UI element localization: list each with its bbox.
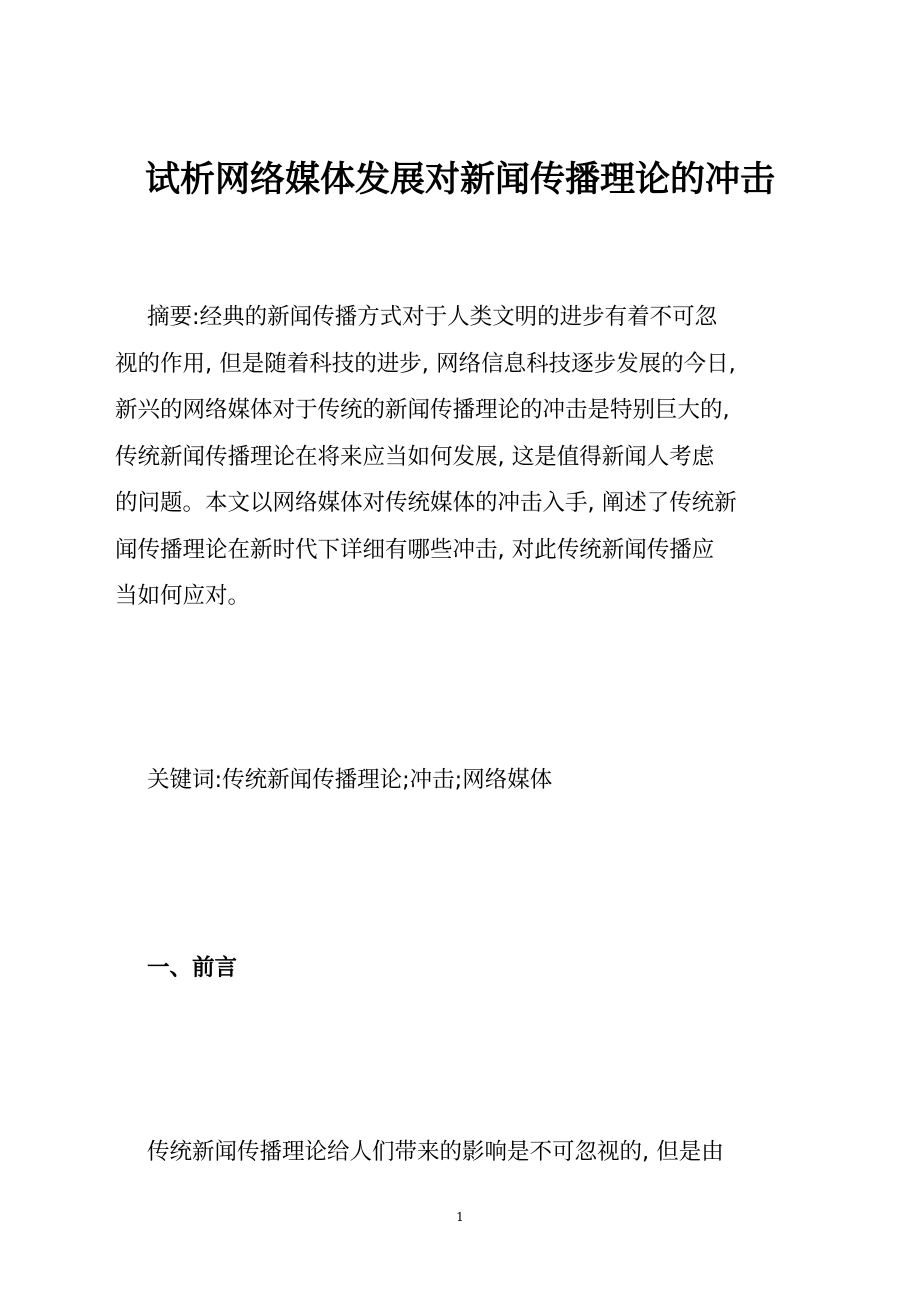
section-heading-preface: 一、前言 — [147, 955, 238, 981]
keywords-line: 关键词:传统新闻传播理论;冲击;网络媒体 — [147, 767, 553, 793]
document-title: 试析网络媒体发展对新闻传播理论的冲击 — [144, 159, 775, 200]
abstract-line: 新兴的网络媒体对于传统的新闻传播理论的冲击是特别巨大的, — [115, 397, 730, 423]
abstract-line: 闻传播理论在新时代下详细有哪些冲击, 对此传统新闻传播应 — [115, 536, 715, 563]
body-paragraph: 传统新闻传播理论给人们带来的影响是不可忽视的, 但是由 — [147, 1139, 724, 1165]
abstract-line: 当如何应对。 — [115, 583, 251, 609]
abstract-line: 的问题。本文以网络媒体对传统媒体的冲击入手, 阐述了传统新 — [115, 490, 737, 516]
page-number: 1 — [456, 1210, 464, 1224]
abstract-line: 摘要:经典的新闻传播方式对于人类文明的进步有着不可忽 — [147, 304, 718, 330]
abstract-line: 视的作用, 但是随着科技的进步, 网络信息科技逐步发展的今日, — [115, 350, 736, 377]
abstract-paragraph — [115, 294, 805, 620]
abstract-line: 传统新闻传播理论在将来应当如何发展, 这是值得新闻人考虑 — [115, 443, 715, 470]
